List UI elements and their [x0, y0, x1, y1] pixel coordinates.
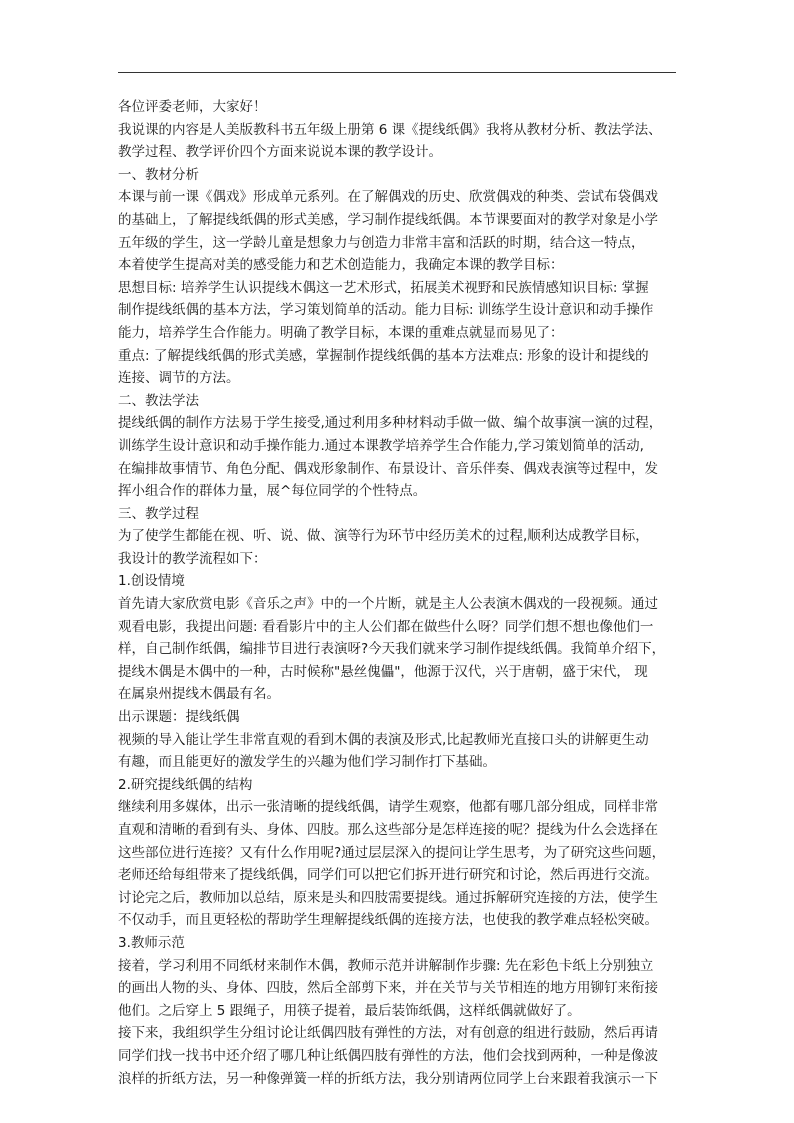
text-line: 不仅动手，而且更轻松的帮助学生理解提线纸偶的连接方法，也使我的教学难点轻松突破。: [118, 912, 658, 929]
text-line: 有趣，而且能更好的激发学生的兴趣为他们学习制作打下基础。: [118, 754, 496, 771]
text-line: 各位评委老师，大家好！: [118, 99, 267, 115]
text-line: 老师还给每组带来了提线纸偶，同学们可以把它们拆开进行研究和讨论，然后再进行交流。: [118, 867, 658, 884]
document-body: [118, 96, 678, 1090]
text-line: 提线木偶是木偶中的一种，古时候称"悬丝傀儡"，他源于汉代，兴于唐朝，盛于宋代， 现: [118, 663, 648, 680]
text-line: 挥小组合作的群体力量，展^每位同学的个性特点。: [118, 483, 427, 500]
text-line: 的画出人物的头、身体、四肢，然后全部剪下来，并在关节与关节相连的地方用铆钉来衔接: [118, 980, 658, 997]
text-line: 视频的导入能让学生非常直观的看到木偶的表演及形式,比起教师光直接口头的讲解更生动: [118, 731, 649, 748]
text-line: 首先请大家欣赏电影《音乐之声》中的一个片断，就是主人公表演木偶戏的一段视频。通过: [118, 596, 658, 613]
text-line: 的基础上，了解提线纸偶的形式美感，学习制作提线纸偶。本节课要面对的教学对象是小学: [118, 211, 658, 228]
text-line: 在编排故事情节、角色分配、偶戏形象制作、布景设计、音乐伴奏、偶戏表演等过程中，发: [118, 460, 658, 477]
text-line: 直观和清晰的看到有头、身体、四肢。那么这些部分是怎样连接的呢？提线为什么会选择在: [118, 822, 658, 838]
text-line: 2.研究提线纸偶的结构: [118, 776, 253, 793]
text-line: 思想目标: 培养学生认识提线木偶这一艺术形式，拓展美术视野和民族情感知识目标: 掌握: [118, 279, 649, 296]
text-line: 教学过程、教学评价四个方面来说说本课的教学设计。: [118, 144, 442, 161]
text-line: 本课与前一课《偶戏》形成单元系列。在了解偶戏的历史、欣赏偶戏的种类、尝试布袋偶戏: [118, 189, 658, 206]
text-line: 训练学生设计意识和动手操作能力.通过本课教学培养学生合作能力,学习策划简单的活动,: [118, 437, 644, 454]
text-line: 同学们找一找书中还介绍了哪几种让纸偶四肢有弹性的方法，他们会找到两种，一种是像波: [118, 1047, 658, 1064]
text-line: 这些部位进行连接？又有什么作用呢?通过层层深入的提问让学生思考，为了研究这些问题，: [118, 844, 666, 861]
text-line: 继续利用多媒体，出示一张清晰的提线纸偶，请学生观察，他都有哪几部分组成，同样非常: [118, 799, 658, 816]
text-line: 1.创设情境: [118, 573, 185, 590]
text-line: 浪样的折纸方法，另一种像弹簧一样的折纸方法，我分别请两位同学上台来跟着我演示一下: [118, 1070, 658, 1087]
text-line: 提线纸偶的制作方法易于学生接受,通过利用多种材料动手做一做、编个故事演一演的过程，: [118, 415, 663, 432]
text-line: 出示课题：提线纸偶: [118, 709, 240, 726]
text-line: 重点: 了解提线纸偶的形式美感，掌握制作提线纸偶的基本方法难点: 形象的设计和提线的: [118, 347, 649, 364]
text-line: 我说课的内容是人美版教科书五年级上册第 6 课《提线纸偶》我将从教材分析、教法学法、: [118, 121, 662, 138]
text-line: 一、教材分析: [118, 166, 199, 183]
text-line: 讨论完之后，教师加以总结，原来是头和四肢需要提线。通过拆解研究连接的方法，使学生: [118, 889, 658, 906]
text-line: 三、教学过程: [118, 505, 199, 522]
text-line: 能力，培养学生合作能力。明确了教学目标，本课的重难点就显而易见了：: [118, 324, 564, 341]
text-line: 样，自己制作纸偶，编排节目进行表演呀?今天我们就来学习制作提线纸偶。我简单介绍下，: [118, 641, 666, 658]
text-line: 制作提线纸偶的基本方法，学习策划简单的活动。能力目标: 训练学生设计意识和动手操作: [118, 302, 654, 319]
text-line: 接着，学习利用不同纸材来制作木偶，教师示范并讲解制作步骤: 先在彩色卡纸上分别独立: [118, 957, 654, 974]
text-line: 观看电影，我提出问题: 看看影片中的主人公们都在做些什么呀？同学们想不想也像他们一: [118, 618, 654, 635]
text-line: 3.教师示范: [118, 934, 185, 951]
text-line: 二、教法学法: [118, 392, 199, 409]
text-line: 本着使学生提高对美的感受能力和艺术创造能力，我确定本课的教学目标：: [118, 257, 564, 274]
text-line: 接下来，我组织学生分组讨论让纸偶四肢有弹性的方法，对有创意的组进行鼓励，然后再请: [118, 1025, 658, 1042]
header-rule: [118, 72, 676, 73]
text-line: 连接、调节的方法。: [118, 370, 240, 387]
text-line: 为了使学生都能在视、听、说、做、演等行为环节中经历美术的过程,顺利达成教学目标，: [118, 528, 649, 545]
text-line: 五年级的学生，这一学龄儿童是想象力与创造力非常丰富和活跃的时期，结合这一特点，: [118, 234, 645, 251]
text-line: 在属泉州提线木偶最有名。: [118, 686, 280, 703]
text-line: 他们。之后穿上 5 跟绳子，用筷子提着，最后装饰纸偶，这样纸偶就做好了。: [118, 1002, 581, 1019]
text-line: 我设计的教学流程如下：: [118, 550, 267, 567]
